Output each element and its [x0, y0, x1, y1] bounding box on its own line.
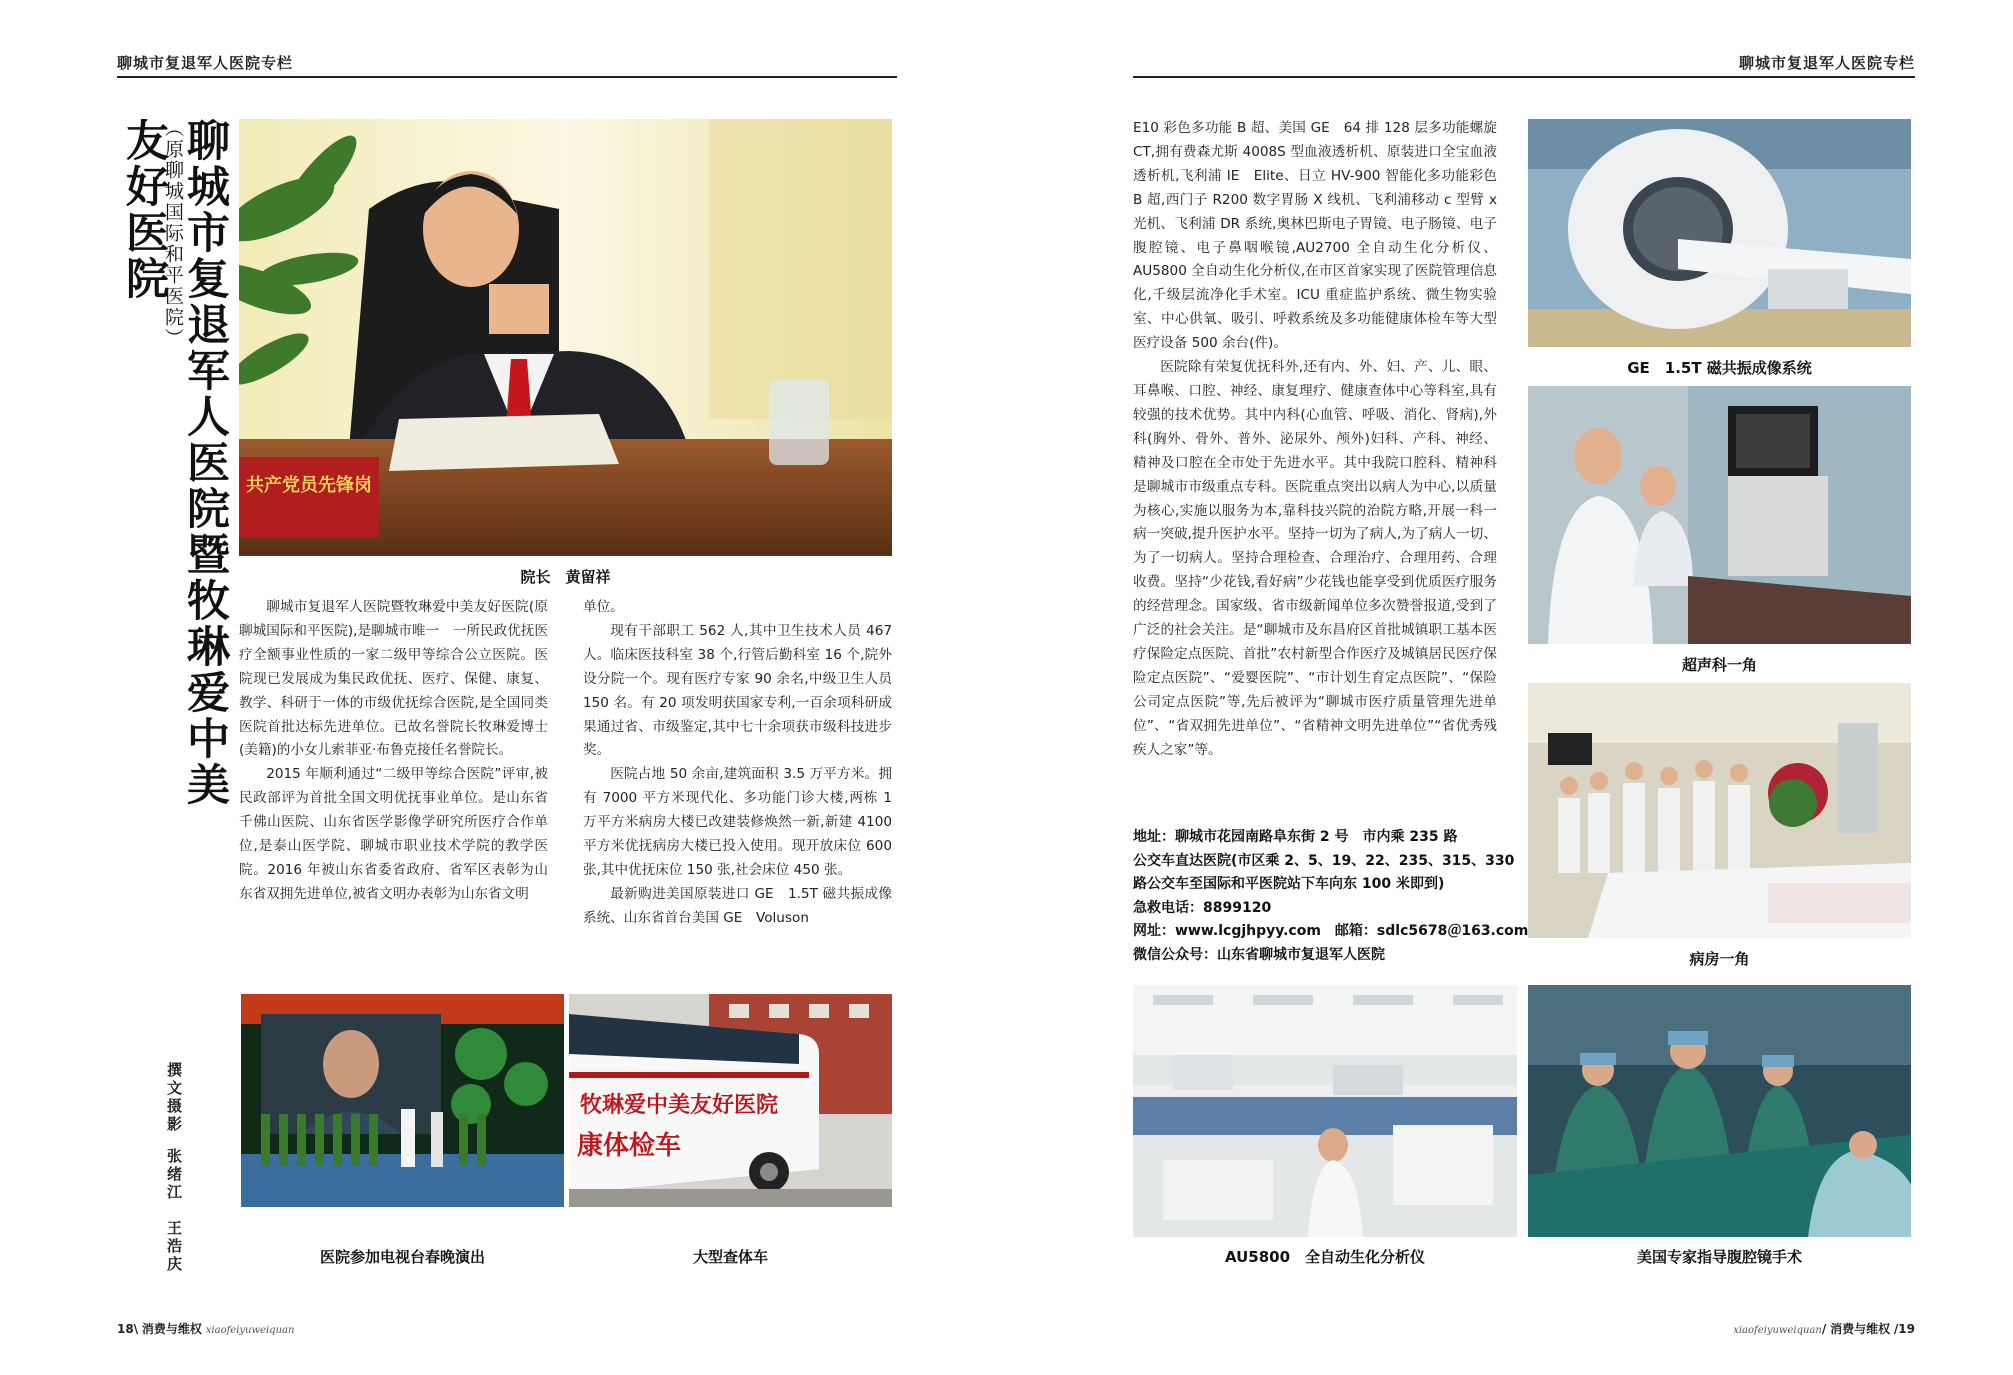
bus-photo — [569, 994, 892, 1207]
credits-role: 撰文摄影 — [165, 1062, 183, 1134]
page-subtitle: （原聊城国际和平医院） — [162, 118, 184, 349]
caption-surgery: 美国专家指导腹腔镜手术 — [1636, 1248, 1802, 1266]
footer-right-separator-2: / — [1893, 1322, 1899, 1336]
page-number-right: 19 — [1898, 1322, 1915, 1336]
paragraph: 医院占地 50 余亩,建筑面积 3.5 万平方米。拥有 7000 平方米现代化、多功能门诊大楼,两栋 1 万平方米病房大楼已改建装修焕然一新,新建 4100 平方米优抚病房大楼已投入使用。现开放床位 600 张,其中优抚床位 150 张,社会床位 450 张。 — [583, 766, 892, 878]
caption-gala: 医院参加电视台春晚演出 — [319, 1248, 485, 1266]
lab-photo — [1133, 985, 1517, 1237]
gala-photo — [241, 994, 564, 1207]
body-column-2 — [583, 596, 892, 978]
mri-photo — [1528, 119, 1911, 347]
footer-right-pinyin: xiaofeiyuweiquan — [1733, 1325, 1822, 1336]
bus-body-text: 康体检车 — [576, 1131, 682, 1161]
paragraph: 最新购进美国原装进口 GE 1.5T 磁共振成像系统、山东省首台美国 GE Voluson — [583, 885, 892, 926]
paragraph: E10 彩色多功能 B 超、美国 GE 64 排 128 层多功能螺旋 CT,拥有费森尤斯 4008S 型血液透析机、原装进口全宝血液透析机,飞利浦 IE Elite、日立 HV-900 智能化多功能彩色 B 超,西门子 R200 数字胃肠 X 线机、飞利浦移动 c 型臂 x 光机、飞利浦 DR 系统,奥林巴斯电子胃镜、电子肠镜、电子腹腔镜、电子鼻咽喉镜,AU2700 全自动生化分析仪、AU5800 全自动生化分析仪,在市区首家实现了医院管理信息化,千级层流净化手术室。ICU 重症监护系统、微生物实验室、中心供氧、吸引、呼救系统及多功能健康体检车等大型医疗设备 500 余台(件)。 — [1133, 120, 1497, 352]
footer-right-separator: / — [1821, 1322, 1827, 1336]
contact-wechat: 微信公众号：山东省聊城市复退军人医院 — [1133, 946, 1385, 963]
contact-web: 网址：www.lcgjhpyy.com 邮箱：sdlc5678＠163.com — [1133, 923, 1529, 939]
paragraph: 聊城市复退军人医院暨牧琳爱中美友好医院(原聊城国际和平医院),是聊城市唯一 一所民政优抚医疗全额事业性质的一家二级甲等综合公立医院。医院现已发展成为集民政优抚、医疗、保健、康复、教学、科研于一体的市级优抚综合医院,是全国同类医院首批达标先进单位。已故名誉院长牧琳爱博士(美籍)的小女儿索菲亚·布鲁克接任名誉院长。 — [239, 599, 548, 759]
contact-bus-1: 公交车直达医院(市区乘 2、5、19、22、235、315、330 — [1133, 852, 1515, 869]
contact-block — [1133, 826, 1529, 967]
footer-left-separator: \ — [133, 1322, 139, 1336]
bus-side-text: 牧琳爱中美友好医院 — [579, 1092, 779, 1118]
caption-ward: 病房一角 — [1689, 950, 1750, 968]
page-number-left: 18 — [117, 1322, 134, 1336]
footer-right — [1733, 1320, 1915, 1337]
paragraph: 2015 年顺利通过“二级甲等综合医院”评审,被民政部评为首批全国文明优抚事业单位。是山东省千佛山医院、山东省医学影像学研究所医疗合作单位,是泰山医学院、聊城市职业技术学院的教学医院。2016 年被山东省委省政府、省军区表彰为山东省双拥先进单位,被省文明办表彰为山东省文明 — [239, 766, 548, 902]
director-photo — [239, 119, 892, 556]
ultrasound-photo — [1528, 386, 1911, 644]
contact-phone: 急救电话：8899120 — [1133, 899, 1272, 916]
caption-director: 院长 黄留祥 — [520, 568, 611, 586]
ward-photo — [1528, 683, 1911, 938]
paragraph: 单位。 — [583, 599, 624, 615]
body-column-1 — [239, 596, 548, 978]
header-rule-right — [1133, 76, 1915, 78]
header-rule-left — [117, 76, 897, 78]
credits-names: 张绪江 王浩庆 — [165, 1148, 183, 1274]
body-column-3 — [1133, 117, 1497, 827]
footer-left-magazine: 消费与维权 — [141, 1322, 202, 1336]
header-left: 聊城市复退军人医院专栏 — [117, 54, 294, 72]
desk-sign-text: 共产党员先锋岗 — [246, 475, 372, 496]
caption-mri: GE 1.5T 磁共振成像系统 — [1627, 359, 1812, 377]
footer-left-pinyin: xiaofeiyuweiquan — [205, 1325, 295, 1336]
surgery-photo — [1528, 985, 1911, 1237]
footer-left — [117, 1320, 294, 1337]
caption-lab: AU5800 全自动生化分析仪 — [1224, 1248, 1426, 1266]
contact-bus-2: 路公交车至国际和平医院站下车向东 100 米即到) — [1133, 876, 1445, 892]
caption-bus: 大型查体车 — [692, 1248, 768, 1266]
page-title: 聊城市复退军人医院暨牧琳爱中美友好医院 — [119, 118, 230, 808]
caption-ultrasound: 超声科一角 — [1681, 656, 1757, 674]
header-right: 聊城市复退军人医院专栏 — [1738, 54, 1915, 72]
paragraph: 医院除有荣复优抚科外,还有内、外、妇、产、儿、眼、耳鼻喉、口腔、神经、康复理疗、健康查体中心等科室,具有较强的技术优势。其中内科(心血管、呼吸、消化、肾病),外科(胸外、骨外、普外、泌尿外、颅外)妇科、产科、神经、精神及口腔在全市处于先进水平。其中我院口腔科、精神科是聊城市市级重点专科。医院重点突出以病人为中心,以质量为核心,实施以服务为本,靠科技兴院的治院方略,开展一科一病一突破,提升医护水平。坚持一切为了病人,为了病人一切、为了一切病人。坚持合理检查、合理治疗、合理用药、合理收费。坚持“少花钱,看好病”少花钱也能享受到优质医疗服务的经营理念。国家级、省市级新闻单位多次赞誉报道,受到了广泛的社会关注。是“聊城市及东昌府区首批城镇职工基本医疗保险定点医院、首批”农村新型合作医疗及城镇居民医疗保险定点医院”、“爱婴医院”、“市计划生育定点医院”、“保险公司定点医院”等,先后被评为“聊城市医疗质量管理先进单位”、“省双拥先进单位”、“省精神文明先进单位”“省优秀残疾人之家”等。 — [1133, 359, 1497, 758]
contact-address: 地址：聊城市花园南路阜东街 2 号 市内乘 235 路 — [1133, 829, 1458, 845]
footer-right-magazine: 消费与维权 — [1830, 1322, 1891, 1336]
paragraph: 现有干部职工 562 人,其中卫生技术人员 467 人。临床医技科室 38 个,行管后勤科室 16 个,院外设分院一个。现有医疗专家 90 余名,中级卫生人员 150 名。有 20 项发明获国家专利,一百余项科研成果通过省、市级鉴定,其中七十余项获市级科技进步奖。 — [583, 622, 892, 759]
